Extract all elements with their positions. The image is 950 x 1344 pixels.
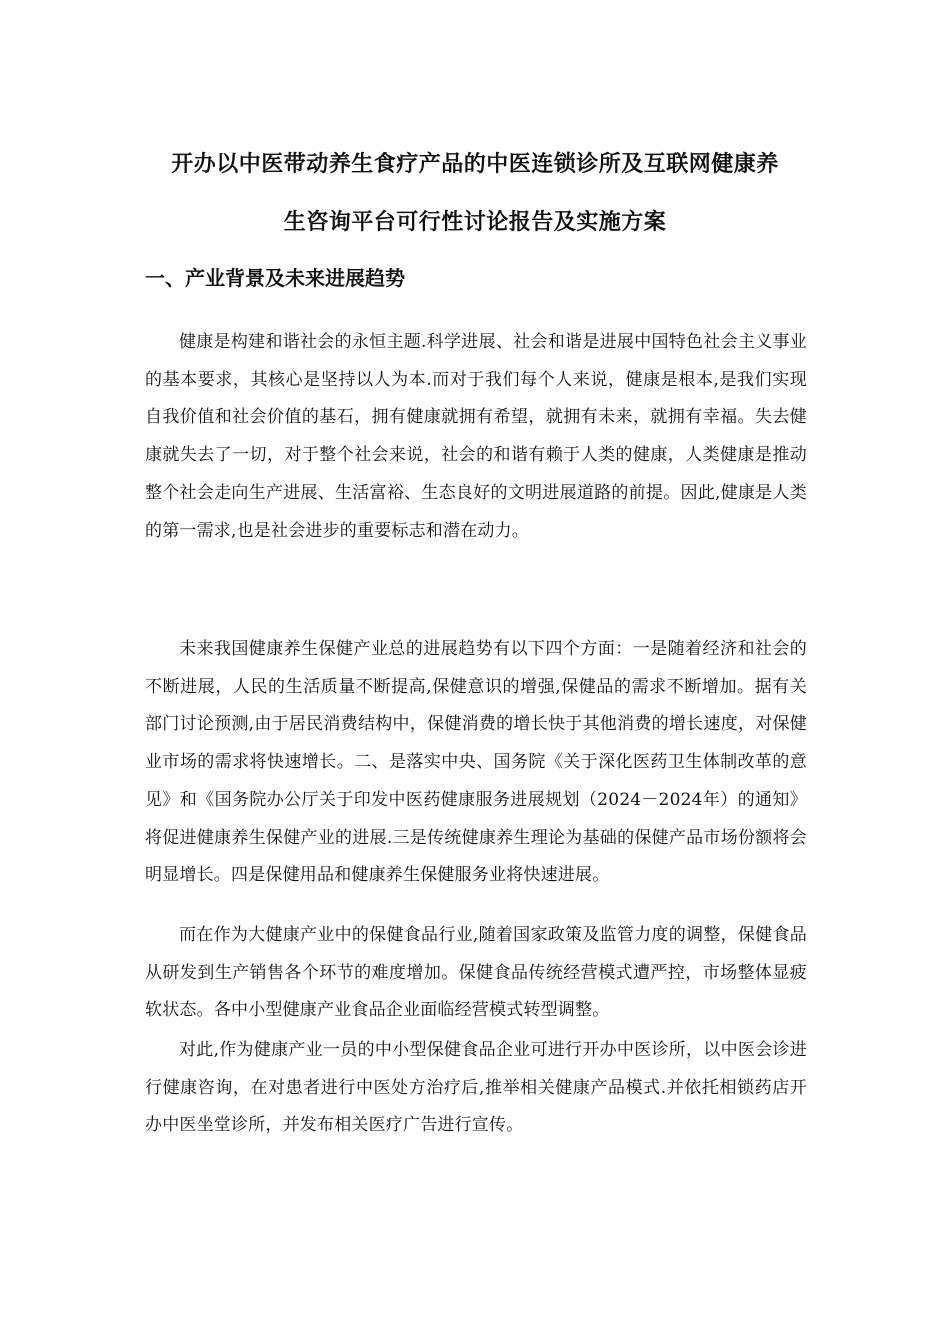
document-title-line-1: 开办以中医带动养生食疗产品的中医连锁诊所及互联网健康养: [171, 152, 779, 177]
paragraph-health-food-industry: 而在作为大健康产业中的保健食品行业,随着国家政策及监管力度的调整，保健食品从研发到生产销售各个环节的难度增加。保健食品传统经营模式遭严控，市场整体显疲软状态。各中小型健康产业食品企业面临经营模式转型调整。: [145, 925, 807, 1021]
paragraph-industry-trends: 未来我国健康养生保健产业总的进展趋势有以下四个方面：一是随着经济和社会的不断进展，人民的生活质量不断提高,保健意识的增强,保健品的需求不断增加。据有关部门讨论预测,由于居民消费结构中，保健消费的增长快于其他消费的增长速度，对保健业市场的需求将快速增长。二、是落实中央、国务院《关于深化医药卫生体制改革的意见》和《国务院办公厅关于印发中医药健康服务进展规划（2024－2024年）的通知》将促进健康养生保健产业的进展.三是传统健康养生理论为基础的保健产品市场份额将会明显增长。四是保健用品和健康养生保健服务业将快速进展。: [145, 639, 807, 886]
document-title: [140, 136, 810, 252]
document-title-line-2: 生咨询平台可行性讨论报告及实施方案: [283, 210, 667, 235]
section-heading: 一、产业背景及未来进展趋势: [145, 266, 405, 290]
paragraph-health-theme: 健康是构建和谐社会的永恒主题.科学进展、社会和谐是进展中国特色社会主义事业的基本要求，其核心是坚持以人为本.而对于我们每个人来说，健康是根本,是我们实现自我价值和社会价值的基石，拥有健康就拥有希望，就拥有未来，就拥有幸福。失去健康就失去了一切，对于整个社会来说，社会的和谐有赖于人类的健康，人类健康是推动整个社会走向生产进展、生活富裕、生态良好的文明进展道路的前提。因此,健康是人类的第一需求,也是社会进步的重要标志和潜在动力。: [145, 332, 807, 541]
paragraph-tcm-clinic-plan: 对此,作为健康产业一员的中小型保健食品企业可进行开办中医诊所，以中医会诊进行健康咨询，在对患者进行中医处方治疗后,推举相关健康产品模式.并依托相锁药店开办中医坐堂诊所，并发布相关医疗广告进行宣传。: [145, 1040, 807, 1136]
